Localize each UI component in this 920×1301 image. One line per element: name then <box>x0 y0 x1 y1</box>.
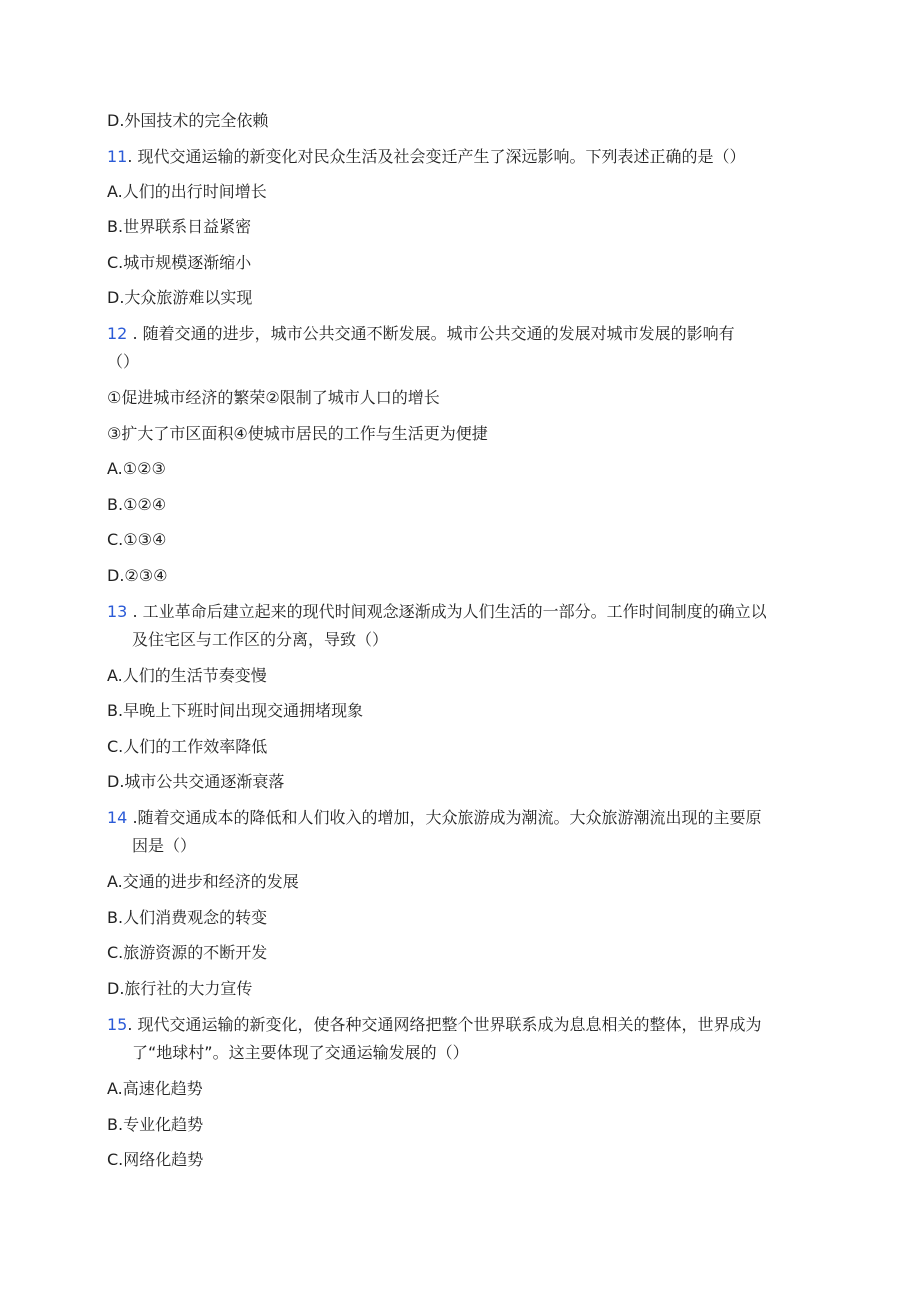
q13-option-c: C.人们的工作效率降低 <box>107 737 268 756</box>
q15-option-a: A.高速化趋势 <box>107 1079 203 1098</box>
q14-stem-continued: 因是（） <box>132 836 197 855</box>
q11-option-d: D.大众旅游难以实现 <box>107 288 253 307</box>
q12-stem-continued: （） <box>107 352 140 371</box>
question-number: 14 <box>107 808 128 827</box>
q15-option-b: B.专业化趋势 <box>107 1115 204 1134</box>
q11-option-c: C.城市规模逐渐缩小 <box>107 253 252 272</box>
q12-option-c: C.①③④ <box>107 530 167 549</box>
q11-option-a: A.人们的出行时间增长 <box>107 182 267 201</box>
question-number: 12 <box>107 324 128 343</box>
q10-option-d: D.外国技术的完全依赖 <box>107 111 269 130</box>
q12-statement-2: ③扩大了市区面积④使城市居民的工作与生活更为便捷 <box>107 424 488 443</box>
q14-stem: 14 .随着交通成本的降低和人们收入的增加，大众旅游成为潮流。大众旅游潮流出现的主要原 <box>107 808 762 827</box>
q15-stem-continued: 了“地球村”。这主要体现了交通运输发展的（） <box>132 1043 469 1062</box>
q11-stem: 11. 现代交通运输的新变化对民众生活及社会变迁产生了深远影响。下列表述正确的是（） <box>107 147 746 166</box>
question-number: 11 <box>107 147 128 166</box>
q12-option-d: D.②③④ <box>107 566 168 585</box>
q13-stem-continued: 及住宅区与工作区的分离，导致（） <box>132 630 389 649</box>
q12-option-a: A.①②③ <box>107 459 166 478</box>
q13-option-b: B.早晚上下班时间出现交通拥堵现象 <box>107 701 364 720</box>
q14-option-d: D.旅行社的大力宣传 <box>107 979 253 998</box>
q13-option-d: D.城市公共交通逐渐衰落 <box>107 772 285 791</box>
q13-stem: 13 . 工业革命后建立起来的现代时间观念逐渐成为人们生活的一部分。工作时间制度的确立以 <box>107 602 767 621</box>
q15-stem: 15. 现代交通运输的新变化，使各种交通网络把整个世界联系成为息息相关的整体，世界成为 <box>107 1015 762 1034</box>
question-number: 13 <box>107 602 128 621</box>
q14-option-c: C.旅游资源的不断开发 <box>107 943 268 962</box>
q11-option-b: B.世界联系日益紧密 <box>107 217 252 236</box>
question-number: 15 <box>107 1015 128 1034</box>
q12-option-b: B.①②④ <box>107 495 167 514</box>
q14-option-a: A.交通的进步和经济的发展 <box>107 872 299 891</box>
q13-option-a: A.人们的生活节奏变慢 <box>107 666 267 685</box>
q12-stem: 12 . 随着交通的进步，城市公共交通不断发展。城市公共交通的发展对城市发展的影响有 <box>107 324 735 343</box>
q14-option-b: B.人们消费观念的转变 <box>107 908 268 927</box>
q15-option-c: C.网络化趋势 <box>107 1150 204 1169</box>
q12-statement-1: ①促进城市经济的繁荣②限制了城市人口的增长 <box>107 388 440 407</box>
